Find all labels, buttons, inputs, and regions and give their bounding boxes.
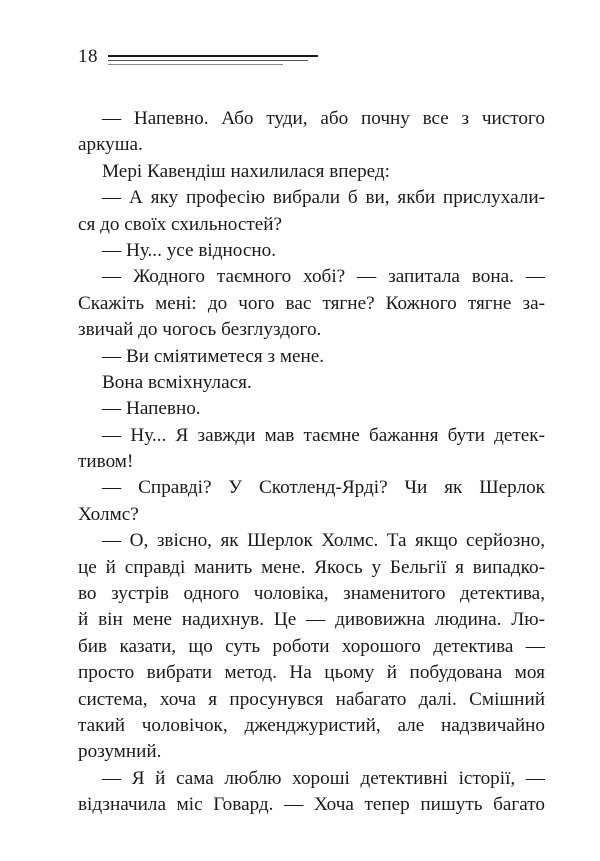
body-text <box>78 106 545 819</box>
page-number: 18 <box>78 46 98 67</box>
text-line: ся до своїх схильностей? <box>78 213 283 235</box>
text-line: — Ви сміятиметеся з мене. <box>102 345 325 367</box>
header-rule-thick <box>108 55 318 57</box>
text-line: — Справді? У Скотленд-Ярді? Чи як Шерлок <box>102 477 545 499</box>
text-line: Холмс? <box>78 503 139 525</box>
text-line: — Я й сама люблю хороші детективні історії, — <box>102 767 545 789</box>
text-line: звичай до чогось безглуздого. <box>78 319 322 341</box>
text-line: Вона всміхнулася. <box>102 371 252 393</box>
header-rule-thin <box>108 64 283 65</box>
text-line: це й справді манить мене. Якось у Бельгії я випадко- <box>78 556 545 578</box>
text-line: Скажіть мені: до чого вас тягне? Кожного тягне за- <box>78 292 545 314</box>
text-line: й він мене надихнув. Це — дивовижна людина. Лю- <box>78 609 545 631</box>
text-line: тивом! <box>78 451 134 473</box>
text-line: просто вибрати метод. На цьому й побудована моя <box>78 662 545 684</box>
text-line: — Напевно. Або туди, або почну все з чистого <box>102 108 545 129</box>
text-line: — Жодного таємного хобі? — запитала вона. — <box>102 266 545 288</box>
text-line: розумний. <box>78 741 162 763</box>
text-line: відзначила міс Говард. — Хоча тепер пишуть багато <box>78 794 545 816</box>
text-line: — Ну... усе відносно. <box>102 239 277 261</box>
running-head <box>78 44 340 74</box>
text-line: — А яку професію вибрали б ви, якби прислухали- <box>102 187 545 209</box>
text-line: Мері Кавендіш нахилилася вперед: <box>102 160 391 182</box>
text-line: — Ну... Я завжди мав таємне бажання бути детек- <box>102 424 545 446</box>
text-line: во зустрів одного чоловіка, знаменитого детектива, <box>78 583 545 605</box>
text-line: система, хоча я просунувся набагато далі. Смішний <box>78 688 545 710</box>
text-line: — Напевно. <box>102 398 201 420</box>
text-line: аркуша. <box>78 134 143 156</box>
text-line: такий чоловічок, дженджуристий, але надзвичайно <box>78 714 545 736</box>
text-line: — О, звісно, як Шерлок Холмс. Та якщо серйозно, <box>102 530 545 552</box>
text-line: бив казати, що суть роботи хорошого детектива — <box>78 635 545 657</box>
header-rule-thin <box>108 60 308 61</box>
